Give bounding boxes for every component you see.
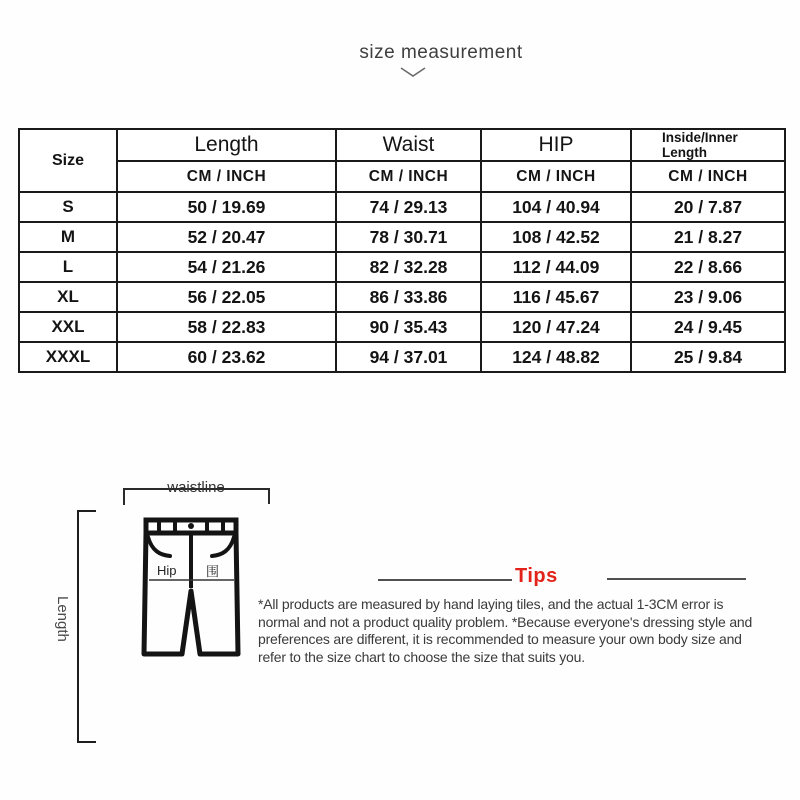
length-value: 58 / 22.83 bbox=[117, 312, 336, 342]
size-value: M bbox=[19, 222, 117, 252]
length-bracket-line bbox=[77, 510, 79, 743]
hip-value: 104 / 40.94 bbox=[481, 192, 631, 222]
table-row-xxl bbox=[19, 312, 785, 342]
hip-value: 108 / 42.52 bbox=[481, 222, 631, 252]
inner-value: 23 / 9.06 bbox=[631, 282, 785, 312]
page-title: size measurement bbox=[359, 42, 523, 63]
table-row-l bbox=[19, 252, 785, 282]
length-bracket-tick-bottom bbox=[77, 741, 96, 743]
size-value: XXXL bbox=[19, 342, 117, 372]
table-row-xxxl bbox=[19, 342, 785, 372]
tips-body-text: *All products are measured by hand laying tiles, and the actual 1-3CM error is normal and not a product quality problem. *Because everyone's dressing style and preferences are different, it is recommended to measure your own body size and refer to the size chart to choose the size that suits you. bbox=[258, 596, 753, 665]
table-row-m bbox=[19, 222, 785, 252]
hip-value: 116 / 45.67 bbox=[481, 282, 631, 312]
column-header-hip: HIP bbox=[481, 129, 631, 161]
inner-value: 20 / 7.87 bbox=[631, 192, 785, 222]
tips-title: Tips bbox=[515, 565, 558, 587]
table-row-xl bbox=[19, 282, 785, 312]
inner-value: 22 / 8.66 bbox=[631, 252, 785, 282]
column-header-inner-length-text: Inside/Inner Length bbox=[662, 130, 738, 161]
waist-value: 86 / 33.86 bbox=[336, 282, 481, 312]
table-header-row bbox=[19, 129, 785, 161]
inner-value: 24 / 9.45 bbox=[631, 312, 785, 342]
size-value: L bbox=[19, 252, 117, 282]
inner-value: 21 / 8.27 bbox=[631, 222, 785, 252]
waist-value: 78 / 30.71 bbox=[336, 222, 481, 252]
column-header-length: Length bbox=[117, 129, 336, 161]
hip-value: 124 / 48.82 bbox=[481, 342, 631, 372]
waist-value: 94 / 37.01 bbox=[336, 342, 481, 372]
size-value: XXL bbox=[19, 312, 117, 342]
tips-divider-right bbox=[607, 578, 746, 580]
length-value: 56 / 22.05 bbox=[117, 282, 336, 312]
shorts-diagram-icon bbox=[140, 516, 245, 661]
waistline-label: waistline bbox=[167, 479, 225, 496]
length-value: 54 / 21.26 bbox=[117, 252, 336, 282]
column-header-size: Size bbox=[19, 129, 117, 192]
unit-label-inner: CM / INCH bbox=[631, 161, 785, 192]
column-header-waist: Waist bbox=[336, 129, 481, 161]
table-row-s bbox=[19, 192, 785, 222]
hip-value: 112 / 44.09 bbox=[481, 252, 631, 282]
unit-label-hip: CM / INCH bbox=[481, 161, 631, 192]
size-value: S bbox=[19, 192, 117, 222]
waist-value: 74 / 29.13 bbox=[336, 192, 481, 222]
unit-label-waist: CM / INCH bbox=[336, 161, 481, 192]
size-table bbox=[18, 128, 786, 373]
size-value: XL bbox=[19, 282, 117, 312]
table-unit-row bbox=[19, 161, 785, 192]
hip-value: 120 / 47.24 bbox=[481, 312, 631, 342]
waistline-bracket-tick-left bbox=[123, 488, 125, 505]
hip-unit-cn-label: 围 bbox=[206, 564, 220, 579]
waist-value: 82 / 32.28 bbox=[336, 252, 481, 282]
tips-divider-left bbox=[378, 579, 512, 581]
length-value: 52 / 20.47 bbox=[117, 222, 336, 252]
length-value: 50 / 19.69 bbox=[117, 192, 336, 222]
waistline-bracket-tick-right bbox=[268, 488, 270, 504]
hip-label: Hip bbox=[157, 563, 177, 578]
length-value: 60 / 23.62 bbox=[117, 342, 336, 372]
length-bracket-tick-top bbox=[77, 510, 96, 512]
chevron-down-icon bbox=[400, 66, 426, 78]
inner-value: 25 / 9.84 bbox=[631, 342, 785, 372]
length-label: Length bbox=[54, 596, 71, 642]
column-header-inner-length bbox=[631, 129, 785, 161]
waist-value: 90 / 35.43 bbox=[336, 312, 481, 342]
unit-label-length: CM / INCH bbox=[117, 161, 336, 192]
